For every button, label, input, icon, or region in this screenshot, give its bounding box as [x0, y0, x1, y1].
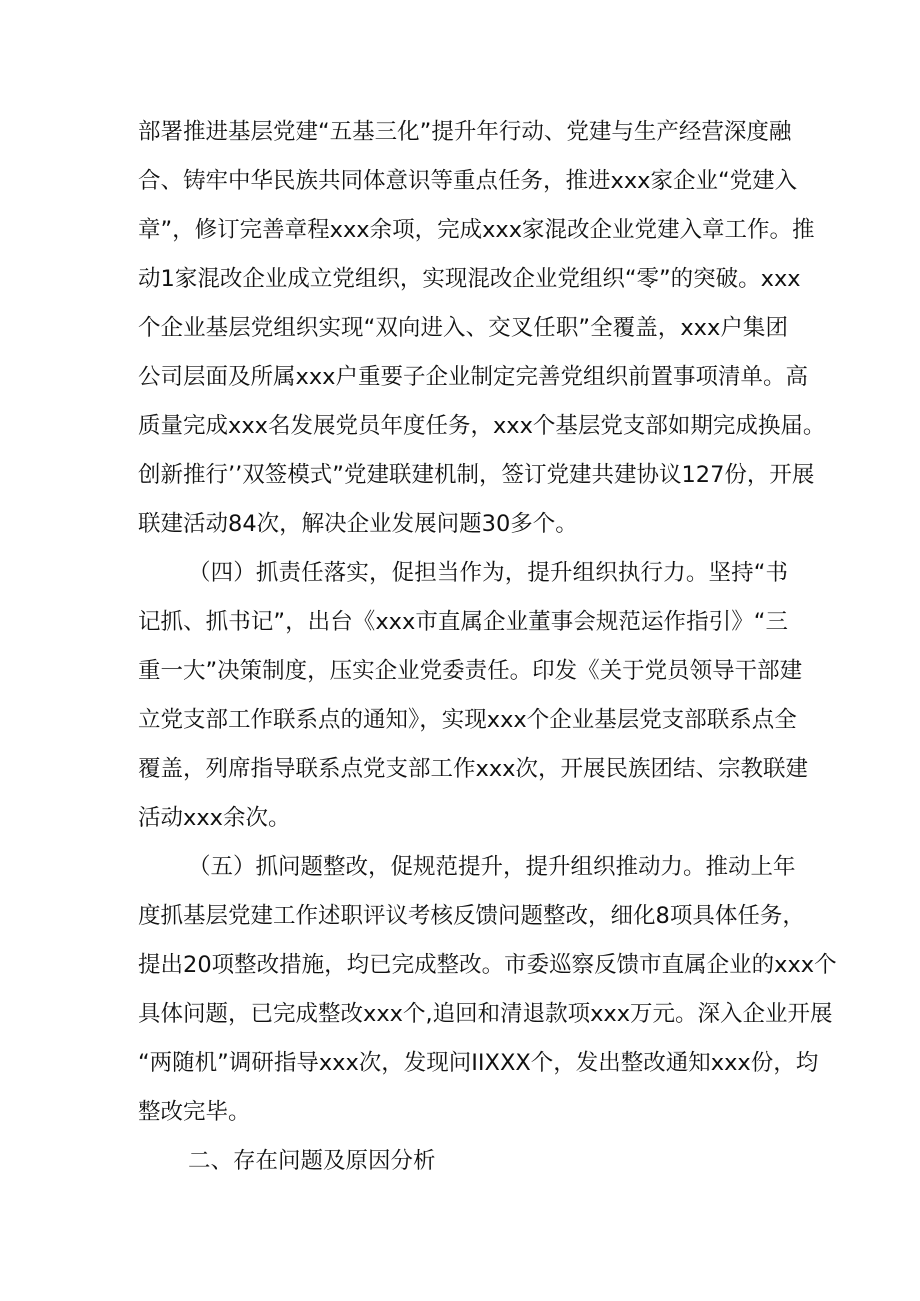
section-heading: 二、存在问题及原因分析 — [188, 1148, 436, 1174]
paragraph-line: 个企业基层党组织实现“双向进入、交叉任职”全覆盖，xxx户集团 — [138, 315, 788, 341]
paragraph-line: 动1家混改企业成立党组织，实现混改企业党组织“零”的突破。xxx — [138, 266, 801, 292]
paragraph-line: 活动xxx余次。 — [138, 805, 291, 831]
paragraph-line: 创新推行’’双签模式”党建联建机制，签订党建共建协议127份，开展 — [138, 462, 815, 488]
paragraph-line: 公司层面及所属xxx户重要子企业制定完善党组织前置事项清单。高 — [138, 364, 808, 390]
paragraph-line: 立党支部工作联系点的通知》，实现xxx个企业基层党支部联系点全 — [138, 707, 797, 733]
paragraph-line: 记抓、抓书记”，出台《xxx市直属企业董事会规范运作指引》“三 — [138, 609, 788, 635]
paragraph-line: 提出20项整改措施，均已完成整改。市委巡察反馈市直属企业的xxx个 — [138, 952, 837, 978]
paragraph-line: 部署推进基层党建“五基三化”提升年行动、党建与生产经营深度融 — [138, 119, 792, 145]
paragraph-line: 章”，修订完善章程xxx余项，完成xxx家混改企业党建入章工作。推 — [138, 217, 815, 243]
paragraph-line: 整改完毕。 — [138, 1099, 251, 1125]
paragraph-line: 覆盖，列席指导联系点党支部工作xxx次，开展民族团结、宗教联建 — [138, 756, 808, 782]
section-four-first-line: （四）抓责任落实，促担当作为，提升组织执行力。坚持“书 — [188, 560, 788, 586]
paragraph-line: 联建活动84次，解决企业发展问题30多个。 — [138, 511, 578, 537]
paragraph-line: 度抓基层党建工作述职评议考核反馈问题整改，细化8项具体任务， — [138, 903, 805, 929]
paragraph-line: 重一大”决策制度，压实企业党委责任。印发《关于党员领导干部建 — [138, 658, 803, 684]
paragraph-line: “两随机”调研指导xxx次，发现问IIXXX个，发出整改通知xxx份，均 — [138, 1050, 819, 1076]
paragraph-line: 合、铸牢中华民族共同体意识等重点任务，推进xxx家企业“党建入 — [138, 168, 798, 194]
paragraph-line: 质量完成xxx名发展党员年度任务，xxx个基层党支部如期完成换届。 — [138, 413, 826, 439]
paragraph-line: 具体问题，已完成整改xxx个,追回和清退款项xxx万元。深入企业开展 — [138, 1001, 833, 1027]
section-five-first-line: （五）抓问题整改，促规范提升，提升组织推动力。推动上年 — [188, 854, 796, 880]
